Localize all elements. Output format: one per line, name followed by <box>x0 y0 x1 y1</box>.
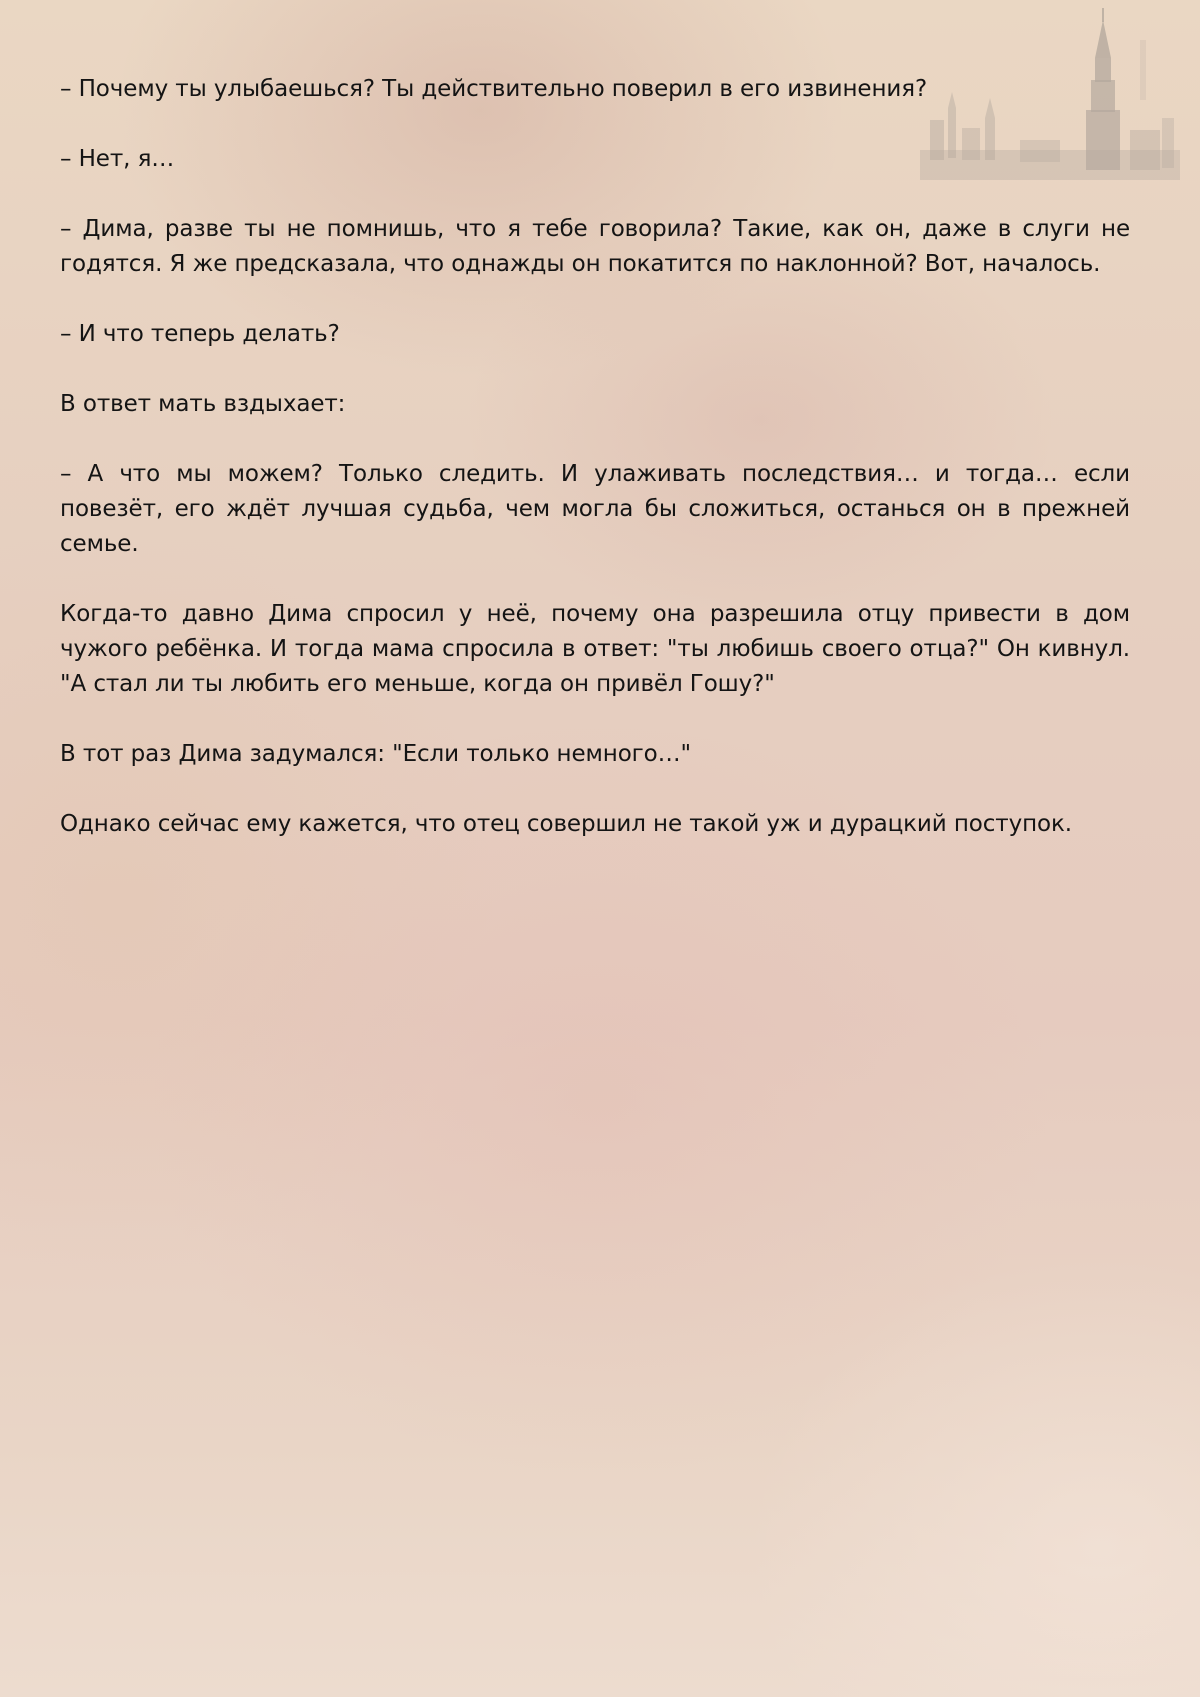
paragraph-8: В тот раз Дима задумался: "Если только немного…" <box>60 741 692 767</box>
paragraph-1: – Почему ты улыбаешься? Ты действительно поверил в его извинения? <box>60 76 928 102</box>
paragraph-6: – А что мы можем? Только следить. И улаживать последствия… и тогда… если повезёт, его ждёт лучшая судьба, чем могла бы сложиться, останься он в прежней семье. <box>60 461 1130 557</box>
paragraph-2: – Нет, я… <box>60 146 175 172</box>
paragraph-9: Однако сейчас ему кажется, что отец совершил не такой уж и дурацкий поступок. <box>60 811 1073 837</box>
paragraph-3: – Дима, разве ты не помнишь, что я тебе говорила? Такие, как он, даже в слуги не годятся. Я же предсказала, что однажды он покатится по наклонной? Вот, началось. <box>60 216 1130 277</box>
paragraph-4: – И что теперь делать? <box>60 321 340 347</box>
story-text <box>60 72 1130 877</box>
paragraph-7: Когда-то давно Дима спросил у неё, почему она разрешила отцу привести в дом чужого ребёнка. И тогда мама спросила в ответ: "ты любишь своего отца?" Он кивнул. "А стал ли ты любить его меньше, когда он привёл Гошу?" <box>60 601 1130 697</box>
paragraph-5: В ответ мать вздыхает: <box>60 391 346 417</box>
